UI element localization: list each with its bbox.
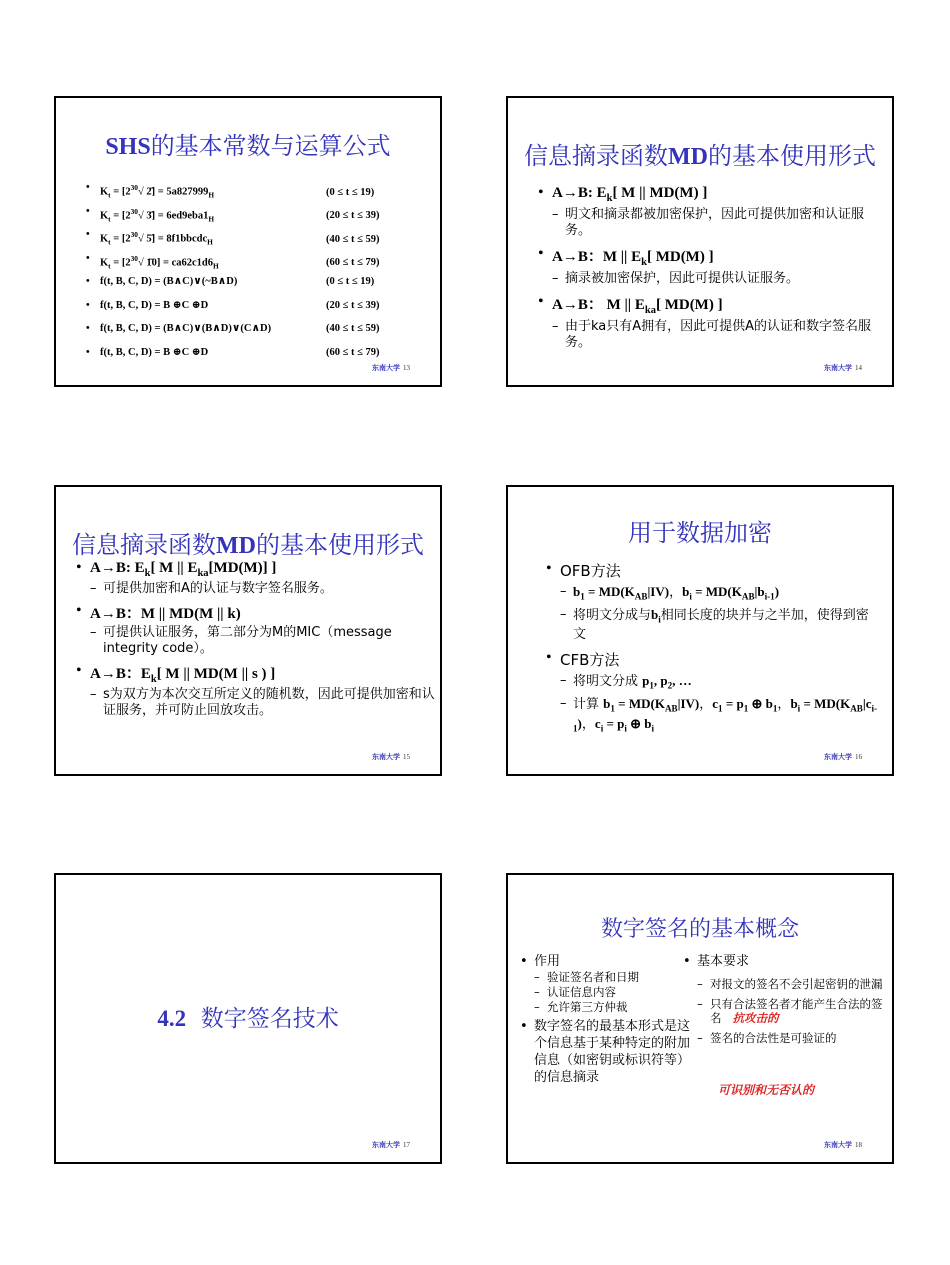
list-item: • A→B：M || $E_k$[ MD(M) ] – 摘录被加密保护，因此可提供认证服务。 — [538, 245, 883, 287]
tag-verify: 可识别和无否认的 — [718, 1083, 815, 1097]
slide-13-title: SHS的基本常数与运算公式 — [105, 132, 391, 160]
formula-row: • f(t, B, C, D) = (B∧C)∨(~B∧D) (0 ≤ t ≤ 19) — [86, 274, 416, 298]
usage-list — [76, 559, 436, 724]
list-item: • 数字签名的最基本形式是这个信息基于某种特定的附加信息（如密钥或标识符等）的信息摘录 — [520, 1018, 690, 1086]
list-item: • A→B：M || MD(M || k) – 可提供认证服务，第二部分为M的MIC（message integrity code）。 — [76, 602, 436, 657]
formula-row: • $K_t = [2^{30}√$ 3̄] = $6ed9eba1_H$ (20 ≤ t ≤ 39) — [86, 204, 416, 228]
slide-16 — [506, 485, 894, 776]
formula-row: • f(t, B, C, D) = B ⊕C ⊕D (20 ≤ t ≤ 39) — [86, 298, 416, 322]
slide-18-title: 数字签名的基本概念 — [600, 917, 799, 942]
slide-13 — [54, 96, 442, 387]
slide-footer: 东南大学 14 — [824, 364, 862, 372]
list-item: • 作用 – 验证签名者和日期 – 认证信息内容 – 允许第三方仲裁 — [520, 953, 690, 1014]
formula-list — [86, 180, 416, 368]
list-item: • 基本要求 – 对报文的签名不会引起密钥的泄漏 – 只有合法签名者才能产生合法的签名 抗攻击的 – 签名的合法性是可验证的 — [683, 953, 883, 1045]
encryption-list — [546, 560, 881, 743]
slide-18 — [506, 873, 894, 1164]
formula-row: • f(t, B, C, D) = (B∧C)∨(B∧D)∨(C∧D) (40 ≤ t ≤ 59) — [86, 321, 416, 345]
list-item: • A→B： M || $E_{ka}$[ MD(M) ] – 由于ka只有A拥有，因此可提供A的认证和数字签名服务。 — [538, 293, 883, 351]
slide-footer: 东南大学 17 — [372, 1141, 410, 1149]
slide-17 — [54, 873, 442, 1164]
slide-footer: 东南大学 13 — [372, 364, 410, 372]
slide-14 — [506, 96, 894, 387]
right-column — [683, 953, 883, 1051]
formula-row: • $K_t = [2^{30}√$ 2̄] = $5a827999_H$ (0 ≤ t ≤ 19) — [86, 180, 416, 204]
section-heading: 4.2 数字签名技术 — [157, 1006, 339, 1032]
slide-footer: 东南大学 15 — [372, 753, 410, 761]
slide-footer: 东南大学 18 — [824, 1141, 862, 1149]
list-item: • A→B：$E_k$[ M || MD(M || s ) ] – s为双方为本次交互所定义的随机数，因此可提供加密和认证服务，并可防止回放攻击。 — [76, 662, 436, 719]
slide-16-title: 用于数据加密 — [628, 519, 772, 547]
tag-attack: 抗攻击的 — [732, 1011, 779, 1025]
formula-row: • f(t, B, C, D) = B ⊕C ⊕D (60 ≤ t ≤ 79) — [86, 345, 416, 369]
list-item: • OFB方法 – $b_1 = MD(K_{AB}|IV)$，$b_i = MD(K_{AB}|b_{i-1})$ – 将明文分成与$b_i$相同长度的块并与之半加，使得到密文 — [546, 560, 881, 643]
list-item: • A→B: $E_k$[ M || MD(M) ] – 明文和摘录都被加密保护，因此可提供加密和认证服务。 — [538, 184, 883, 239]
list-item: • CFB方法 – 将明文分成 $p_1$, $p_2$, … – 计算 $b_1 = MD(K_{AB}|IV)$，$c_1 = p_1$ ⊕ $b_1$，$b_i = MD(K_{AB}|c_{i-1})$，$c_i = p_i$ ⊕ $b_i$ — [546, 649, 881, 737]
slide-15-title: 信息摘录函数MD的基本使用形式 — [72, 531, 424, 559]
list-item: • A→B: $E_k$[ M || $E_{ka}[MD(M)]$ ] – 可提供加密和A的认证与数字签名服务。 — [76, 559, 436, 597]
slide-footer: 东南大学 16 — [824, 753, 862, 761]
left-column — [520, 953, 690, 1086]
formula-row: • $K_t = [2^{30}√$ 5̄] = 8f1bbcdc$_H$ (40 ≤ t ≤ 59) — [86, 227, 416, 251]
slide-15 — [54, 485, 442, 776]
usage-list — [538, 184, 883, 357]
formula-row: • $K_t = [2^{30}√$ 1̄0] = $ca62c1d6_H$ (60 ≤ t ≤ 79) — [86, 251, 416, 275]
slide-14-title: 信息摘录函数MD的基本使用形式 — [524, 142, 876, 170]
